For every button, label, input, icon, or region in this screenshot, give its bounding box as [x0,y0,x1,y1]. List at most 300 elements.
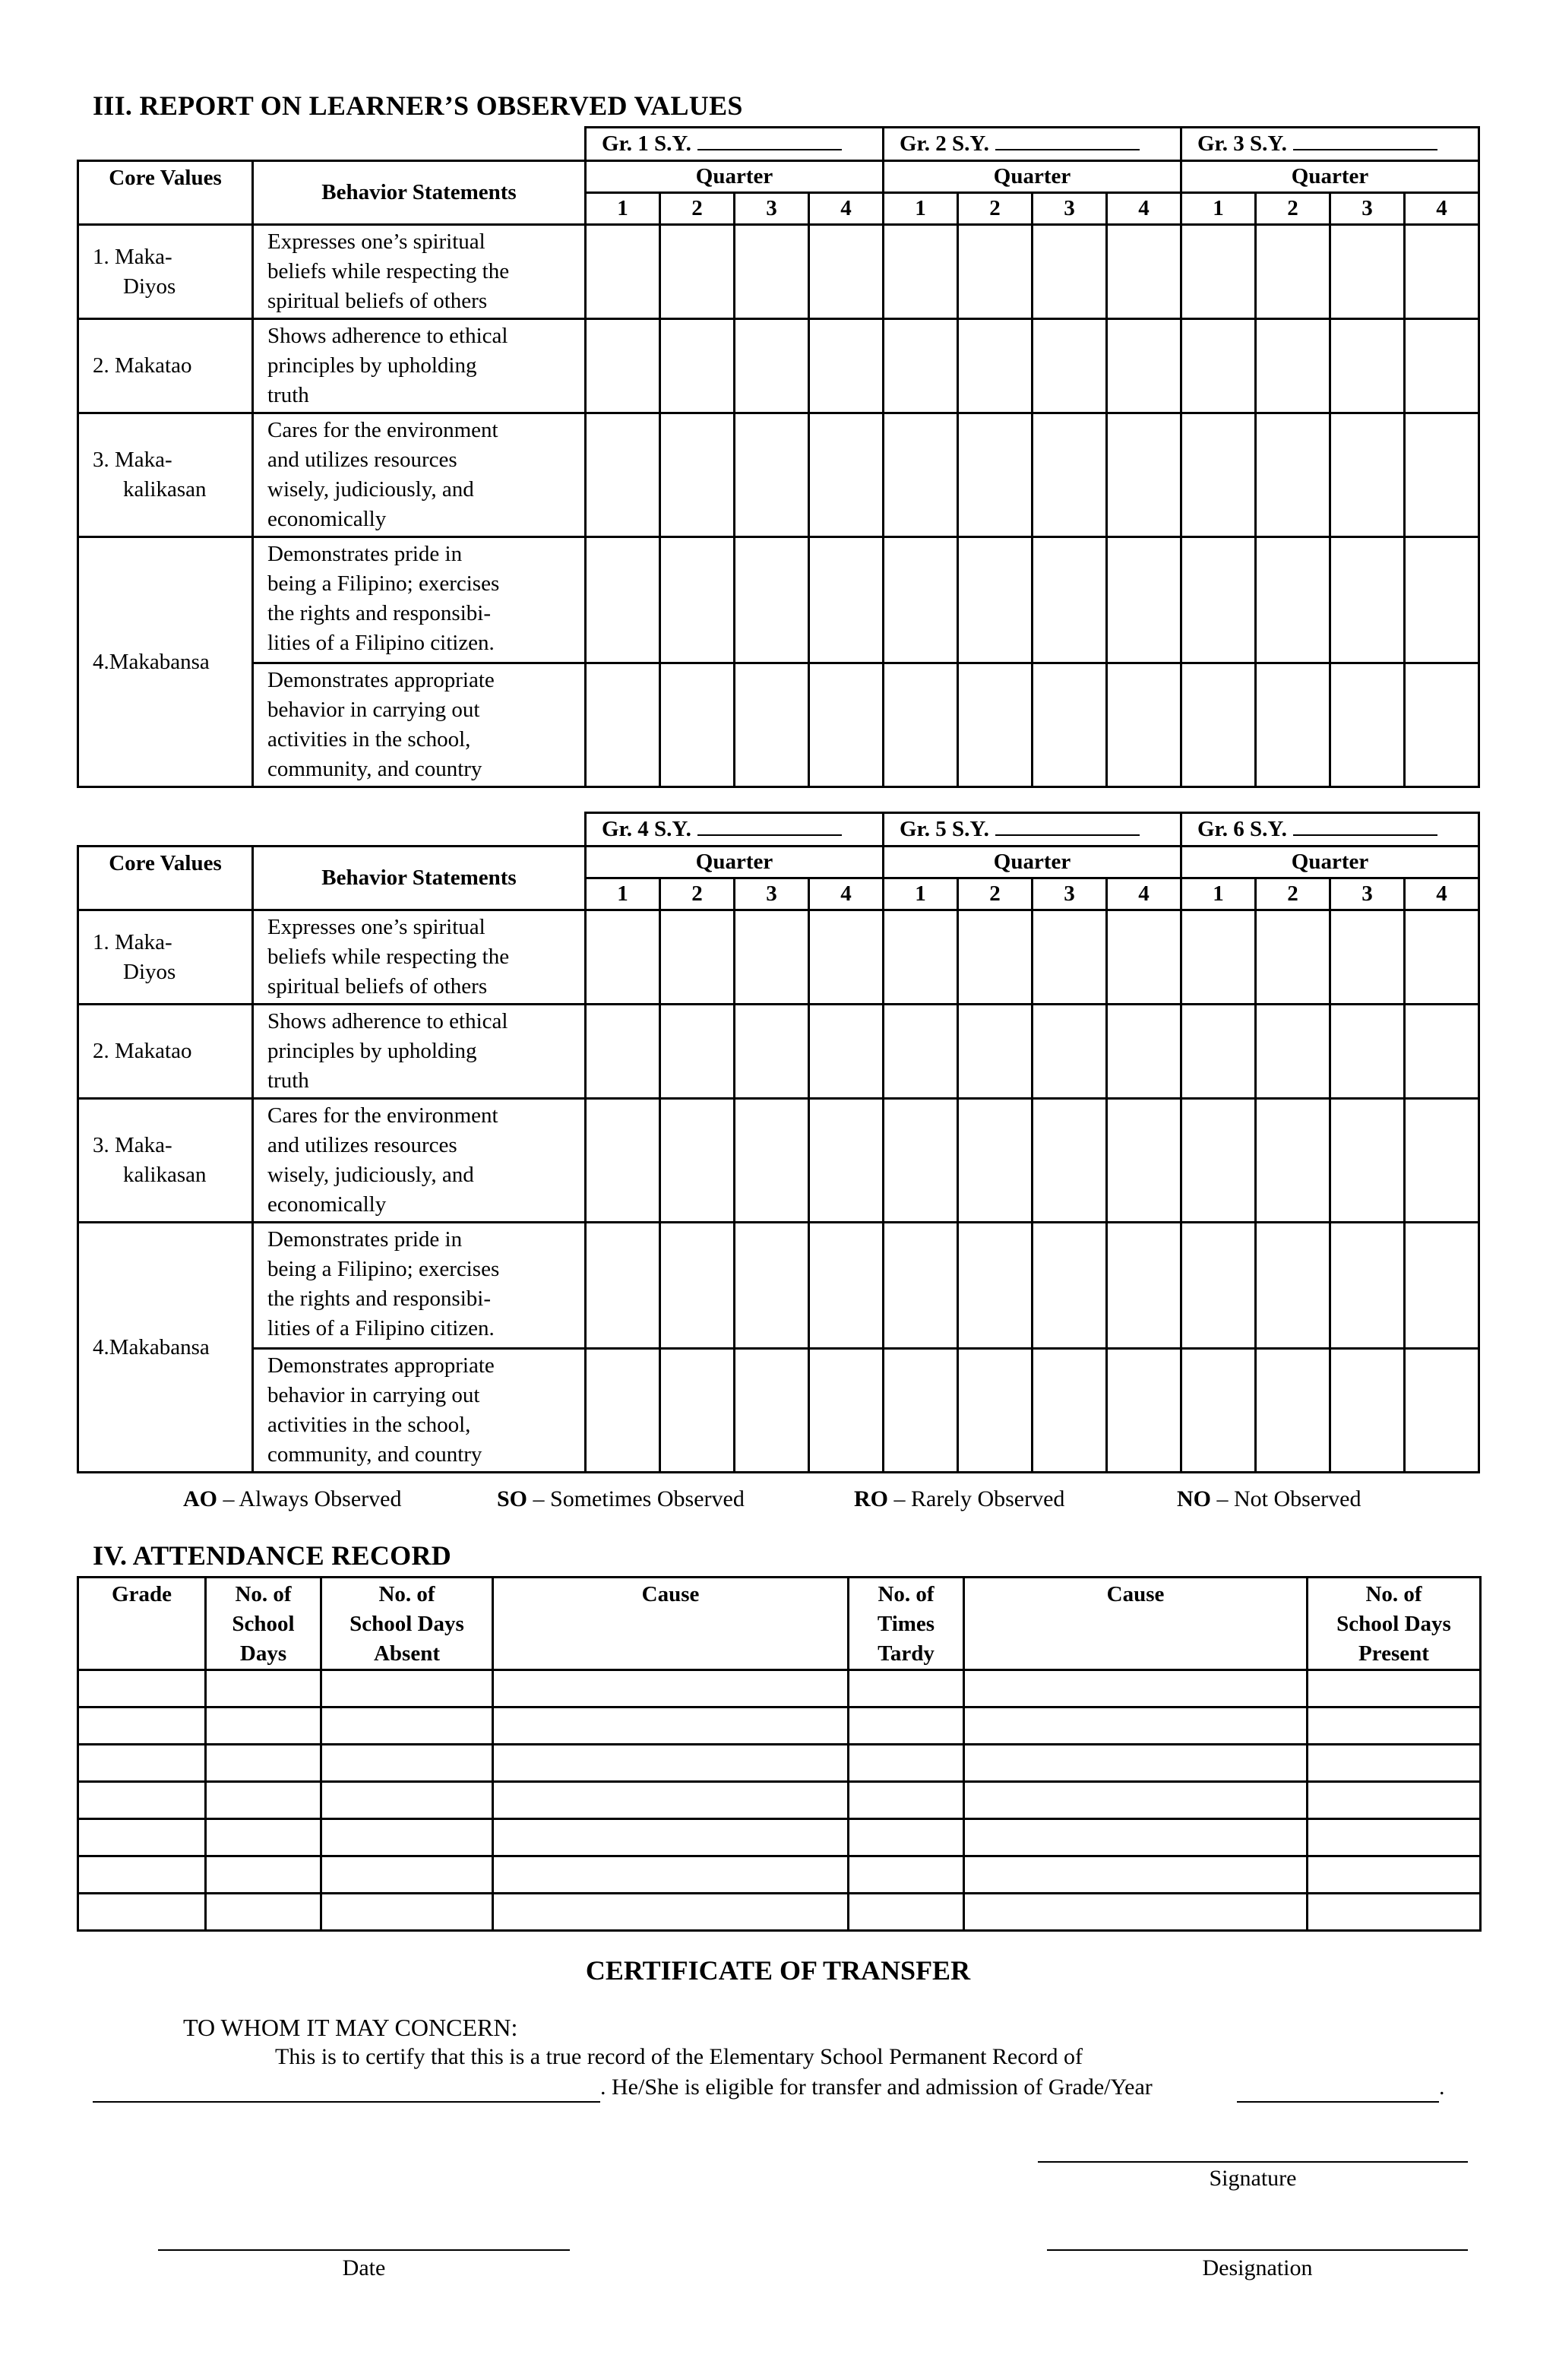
signature-label: Signature [1209,2166,1297,2191]
rating-cell[interactable] [1405,319,1479,413]
rating-cell[interactable] [884,1005,958,1099]
attendance-cell[interactable] [1308,1745,1481,1782]
quarter-header: Quarter [586,847,884,878]
core-value-cell [78,319,253,413]
section-4-title: IV. ATTENDANCE RECORD [93,1540,452,1571]
attendance-cell[interactable] [321,1894,493,1931]
rating-cell[interactable] [1405,1223,1479,1349]
rating-cell[interactable] [1107,910,1181,1005]
attendance-header-line: Grade [112,1582,172,1606]
rating-cell[interactable] [1181,537,1256,663]
rating-cell[interactable] [1330,225,1405,319]
rating-cell[interactable] [735,1005,809,1099]
rating-cell[interactable] [1405,910,1479,1005]
attendance-cell[interactable] [206,1707,321,1745]
rating-cell[interactable] [1107,537,1181,663]
quarter-header: Quarter [1181,161,1479,193]
rating-cell[interactable] [1033,663,1107,787]
attendance-cell[interactable] [321,1745,493,1782]
rating-cell[interactable] [1256,663,1330,787]
attendance-cell[interactable] [964,1670,1308,1707]
attendance-header [964,1578,1308,1670]
rating-cell[interactable] [660,1099,735,1223]
core-values-header: Core Values [78,847,253,910]
rating-cell[interactable] [735,663,809,787]
rating-cell[interactable] [958,1099,1033,1223]
behavior-line: Demonstrates appropriate [267,1353,495,1378]
quarter-number: 2 [660,193,735,225]
attendance-header-line: No. of [1365,1582,1422,1606]
behavior-statement [253,1099,586,1223]
core-value-cell [78,910,253,1005]
rating-cell[interactable] [884,537,958,663]
rating-cell[interactable] [1405,1005,1479,1099]
attendance-cell[interactable] [206,1782,321,1819]
attendance-header [78,1578,206,1670]
quarter-number: 4 [1107,878,1181,910]
attendance-cell[interactable] [78,1856,206,1894]
attendance-header [321,1578,493,1670]
school-year-blank[interactable] [697,816,842,836]
attendance-cell[interactable] [493,1782,849,1819]
core-value-cell [78,1005,253,1099]
grade-label: Gr. 1 S.Y. [602,131,691,156]
rating-cell[interactable] [1033,1349,1107,1473]
behavior-line: economically [267,1192,387,1217]
rating-cell[interactable] [1181,910,1256,1005]
attendance-cell[interactable] [321,1782,493,1819]
rating-cell[interactable] [1181,1349,1256,1473]
rating-cell[interactable] [1405,663,1479,787]
rating-cell[interactable] [958,413,1033,537]
rating-cell[interactable] [809,663,884,787]
rating-cell[interactable] [958,537,1033,663]
behavior-line: wisely, judiciously, and [267,477,474,502]
quarter-number: 2 [1256,193,1330,225]
rating-cell[interactable] [1033,319,1107,413]
attendance-header-line: No. of [235,1582,292,1606]
grade-sy-header [586,813,884,847]
rating-cell[interactable] [735,1223,809,1349]
rating-cell[interactable] [958,225,1033,319]
rating-cell[interactable] [735,910,809,1005]
rating-cell[interactable] [1256,1349,1330,1473]
quarter-number: 3 [735,878,809,910]
attendance-cell[interactable] [78,1894,206,1931]
grade-label: Gr. 4 S.Y. [602,817,691,841]
behavior-line: spiritual beliefs of others [267,974,488,999]
rating-cell[interactable] [884,1099,958,1223]
rating-cell[interactable] [586,1223,660,1349]
attendance-header [206,1578,321,1670]
behavior-line: community, and country [267,1442,482,1467]
behavior-line: Demonstrates appropriate [267,668,495,692]
attendance-cell[interactable] [78,1782,206,1819]
quarter-number: 1 [586,193,660,225]
behavior-line: truth [267,1068,309,1093]
rating-cell[interactable] [1256,1005,1330,1099]
core-value-label: 1. Maka- [93,929,172,954]
quarter-number: 1 [1181,878,1256,910]
grade-label: Gr. 2 S.Y. [900,131,989,156]
core-value-label: 4.Makabansa [93,1334,210,1359]
school-year-blank[interactable] [995,131,1140,150]
rating-cell[interactable] [586,537,660,663]
rating-cell[interactable] [1256,1099,1330,1223]
quarter-number: 1 [884,193,958,225]
behavior-line: Cares for the environment [267,1103,498,1128]
rating-cell[interactable] [1405,1099,1479,1223]
attendance-table [77,1576,1482,1932]
rating-cell[interactable] [586,319,660,413]
rating-cell[interactable] [884,413,958,537]
legend-so: SO – Sometimes Observed [497,1486,745,1511]
quarter-number: 4 [1405,193,1479,225]
attendance-cell[interactable] [493,1670,849,1707]
attendance-header-line: Absent [373,1641,440,1666]
grade-sy-header [1181,128,1479,161]
certificate-line-1: This is to certify that this is a true record of the Elementary School Permanent Record of [275,2044,1083,2069]
core-value-label: 3. Maka- [93,448,172,472]
rating-cell[interactable] [1181,319,1256,413]
behavior-statement [253,1349,586,1473]
quarter-header: Quarter [1181,847,1479,878]
core-value-label-cont: kalikasan [123,477,207,502]
core-value-label: 2. Makatao [93,353,192,378]
rating-cell[interactable] [958,1223,1033,1349]
rating-cell[interactable] [809,319,884,413]
grade-label: Gr. 5 S.Y. [900,817,989,841]
rating-cell[interactable] [1256,1223,1330,1349]
school-year-blank[interactable] [1293,816,1437,836]
attendance-cell[interactable] [849,1670,964,1707]
rating-cell[interactable] [1256,413,1330,537]
core-value-label: 4.Makabansa [93,649,210,674]
rating-cell[interactable] [1181,663,1256,787]
observed-values-table-2 [77,812,1480,1473]
behavior-line: Expresses one’s spiritual [267,229,485,254]
behavior-line: being a Filipino; exercises [267,1257,500,1281]
core-value-cell [78,1223,253,1473]
rating-cell[interactable] [660,537,735,663]
rating-cell[interactable] [1033,225,1107,319]
attendance-header-line: School Days [349,1612,464,1636]
attendance-cell[interactable] [849,1745,964,1782]
attendance-cell[interactable] [1308,1670,1481,1707]
attendance-cell[interactable] [78,1670,206,1707]
attendance-cell[interactable] [849,1856,964,1894]
rating-cell[interactable] [586,1099,660,1223]
attendance-cell[interactable] [206,1670,321,1707]
core-value-label: 2. Makatao [93,1039,192,1063]
quarter-number: 2 [660,878,735,910]
attendance-cell[interactable] [1308,1707,1481,1745]
attendance-cell[interactable] [493,1819,849,1856]
behavior-line: economically [267,507,387,531]
attendance-cell[interactable] [493,1745,849,1782]
attendance-cell[interactable] [1308,1856,1481,1894]
rating-cell[interactable] [884,319,958,413]
rating-cell[interactable] [660,1349,735,1473]
rating-cell[interactable] [1181,1223,1256,1349]
attendance-cell[interactable] [964,1782,1308,1819]
attendance-header [493,1578,849,1670]
quarter-number: 1 [586,878,660,910]
behavior-line: Expresses one’s spiritual [267,915,485,939]
rating-cell[interactable] [660,663,735,787]
rating-cell[interactable] [884,1349,958,1473]
core-value-cell [78,225,253,319]
rating-cell[interactable] [809,537,884,663]
rating-cell[interactable] [1405,537,1479,663]
rating-cell[interactable] [884,1223,958,1349]
rating-cell[interactable] [735,413,809,537]
date-line[interactable] [158,2249,570,2251]
behavior-line: Demonstrates pride in [267,1227,463,1252]
behavior-line: truth [267,383,309,407]
rating-cell[interactable] [586,225,660,319]
quarter-number: 4 [1107,193,1181,225]
behavior-line: and utilizes resources [267,1133,457,1157]
rating-cell[interactable] [1033,1099,1107,1223]
rating-cell[interactable] [809,910,884,1005]
rating-cell[interactable] [1256,537,1330,663]
rating-cell[interactable] [1330,663,1405,787]
signature-line[interactable] [1038,2161,1468,2163]
attendance-cell[interactable] [78,1745,206,1782]
rating-cell[interactable] [1405,1349,1479,1473]
behavior-line: principles by upholding [267,1039,477,1063]
rating-cell[interactable] [1256,225,1330,319]
section-3-title: III. REPORT ON LEARNER’S OBSERVED VALUES [93,90,743,121]
attendance-cell[interactable] [206,1894,321,1931]
rating-cell[interactable] [1330,413,1405,537]
attendance-header-line: Times [877,1612,935,1636]
quarter-number: 3 [735,193,809,225]
certificate-title: CERTIFICATE OF TRANSFER [585,1955,971,1986]
behavior-line: behavior in carrying out [267,1383,480,1407]
quarter-number: 2 [958,193,1033,225]
quarter-number: 1 [1181,193,1256,225]
attendance-cell[interactable] [849,1782,964,1819]
rating-cell[interactable] [586,413,660,537]
rating-cell[interactable] [1256,319,1330,413]
rating-cell[interactable] [1181,1099,1256,1223]
certificate-line-2-end: . [1439,2075,1445,2100]
rating-cell[interactable] [1107,1005,1181,1099]
attendance-header-line: Cause [1106,1582,1165,1606]
rating-cell[interactable] [809,1005,884,1099]
quarter-number: 2 [958,878,1033,910]
rating-cell[interactable] [735,1099,809,1223]
behavior-line: the rights and responsibi- [267,601,491,625]
core-value-label: 3. Maka- [93,1133,172,1157]
rating-cell[interactable] [1330,1005,1405,1099]
attendance-cell[interactable] [206,1745,321,1782]
grade-year-blank[interactable] [1237,2101,1439,2103]
attendance-cell[interactable] [964,1707,1308,1745]
date-label: Date [342,2255,386,2280]
rating-cell[interactable] [1107,225,1181,319]
behavior-line: Demonstrates pride in [267,542,463,566]
attendance-header-line: No. of [378,1582,435,1606]
attendance-cell[interactable] [1308,1782,1481,1819]
school-year-blank[interactable] [995,816,1140,836]
attendance-header-line: School Days [1336,1612,1451,1636]
quarter-number: 3 [1033,878,1107,910]
rating-cell[interactable] [660,225,735,319]
quarter-number: 4 [809,193,884,225]
behavior-line: the rights and responsibi- [267,1287,491,1311]
behavior-line: spiritual beliefs of others [267,289,488,313]
rating-cell[interactable] [660,910,735,1005]
attendance-header-line: No. of [878,1582,935,1606]
grade-sy-header [586,128,884,161]
rating-cell[interactable] [1330,319,1405,413]
attendance-cell[interactable] [78,1707,206,1745]
legend-ro: RO – Rarely Observed [854,1486,1065,1511]
quarter-number: 3 [1330,878,1405,910]
rating-cell[interactable] [1033,413,1107,537]
attendance-cell[interactable] [849,1819,964,1856]
rating-cell[interactable] [1107,1223,1181,1349]
rating-cell[interactable] [809,1099,884,1223]
rating-cell[interactable] [1107,319,1181,413]
grade-label: Gr. 3 S.Y. [1197,131,1287,156]
behavior-line: principles by upholding [267,353,477,378]
designation-label: Designation [1202,2255,1313,2280]
attendance-cell[interactable] [78,1819,206,1856]
attendance-cell[interactable] [1308,1894,1481,1931]
rating-cell[interactable] [1181,1005,1256,1099]
rating-cell[interactable] [586,910,660,1005]
school-year-blank[interactable] [1293,131,1437,150]
behavior-statements-header: Behavior Statements [253,161,586,225]
rating-cell[interactable] [1033,537,1107,663]
rating-cell[interactable] [1033,910,1107,1005]
rating-cell[interactable] [1033,1005,1107,1099]
rating-cell[interactable] [1107,1349,1181,1473]
rating-cell[interactable] [884,663,958,787]
rating-cell[interactable] [809,413,884,537]
rating-cell[interactable] [1330,1349,1405,1473]
rating-cell[interactable] [735,319,809,413]
rating-cell[interactable] [1107,413,1181,537]
rating-cell[interactable] [735,537,809,663]
observed-values-table-1 [77,126,1480,788]
attendance-cell[interactable] [849,1707,964,1745]
quarter-number: 3 [1330,193,1405,225]
behavior-statement [253,537,586,663]
attendance-cell[interactable] [321,1670,493,1707]
attendance-cell[interactable] [1308,1819,1481,1856]
behavior-statements-header: Behavior Statements [253,847,586,910]
behavior-statement [253,413,586,537]
behavior-line: and utilizes resources [267,448,457,472]
rating-cell[interactable] [1405,225,1479,319]
rating-cell[interactable] [884,225,958,319]
rating-cell[interactable] [1107,663,1181,787]
rating-cell[interactable] [660,413,735,537]
salutation: TO WHOM IT MAY CONCERN: [183,2014,518,2041]
rating-cell[interactable] [809,1349,884,1473]
legend-ao: AO – Always Observed [183,1486,402,1511]
rating-cell[interactable] [958,910,1033,1005]
behavior-statement [253,663,586,787]
rating-cell[interactable] [809,225,884,319]
behavior-statement [253,910,586,1005]
rating-cell[interactable] [958,319,1033,413]
rating-cell[interactable] [586,1005,660,1099]
rating-cell[interactable] [1181,413,1256,537]
rating-cell[interactable] [660,1223,735,1349]
grade-sy-header [884,128,1181,161]
core-value-cell [78,1099,253,1223]
student-name-blank[interactable] [93,2101,600,2103]
rating-cell[interactable] [1330,537,1405,663]
behavior-line: being a Filipino; exercises [267,571,500,596]
rating-cell[interactable] [958,1005,1033,1099]
rating-cell[interactable] [1330,1223,1405,1349]
rating-cell[interactable] [735,225,809,319]
attendance-header-line: Tardy [878,1641,935,1666]
attendance-cell[interactable] [964,1856,1308,1894]
attendance-cell[interactable] [493,1894,849,1931]
attendance-cell[interactable] [321,1856,493,1894]
designation-line[interactable] [1047,2249,1468,2251]
attendance-cell[interactable] [321,1819,493,1856]
attendance-cell[interactable] [964,1819,1308,1856]
rating-cell[interactable] [958,1349,1033,1473]
core-value-label-cont: Diyos [123,274,176,299]
rating-cell[interactable] [958,663,1033,787]
behavior-line: lities of a Filipino citizen. [267,631,495,655]
core-value-cell [78,537,253,787]
attendance-cell[interactable] [964,1894,1308,1931]
rating-cell[interactable] [1330,910,1405,1005]
attendance-cell[interactable] [493,1856,849,1894]
attendance-cell[interactable] [849,1894,964,1931]
school-year-blank[interactable] [697,131,842,150]
rating-cell[interactable] [809,1223,884,1349]
attendance-cell[interactable] [206,1856,321,1894]
rating-cell[interactable] [586,1349,660,1473]
rating-cell[interactable] [884,910,958,1005]
quarter-number: 2 [1256,878,1330,910]
rating-cell[interactable] [735,1349,809,1473]
core-value-cell [78,413,253,537]
core-value-label-cont: Diyos [123,959,176,984]
behavior-line: Shows adherence to ethical [267,324,508,348]
rating-cell[interactable] [1181,225,1256,319]
rating-cell[interactable] [660,319,735,413]
rating-cell[interactable] [586,663,660,787]
attendance-cell[interactable] [493,1707,849,1745]
attendance-cell[interactable] [321,1707,493,1745]
certificate-line-2: . He/She is eligible for transfer and admission of Grade/Year [600,2075,1153,2100]
attendance-cell[interactable] [206,1819,321,1856]
attendance-cell[interactable] [964,1745,1308,1782]
behavior-line: beliefs while respecting the [267,945,510,969]
rating-cell[interactable] [1107,1099,1181,1223]
core-values-header: Core Values [78,161,253,225]
rating-cell[interactable] [1256,910,1330,1005]
rating-cell[interactable] [1033,1223,1107,1349]
rating-cell[interactable] [1405,413,1479,537]
rating-cell[interactable] [660,1005,735,1099]
rating-cell[interactable] [1330,1099,1405,1223]
behavior-line: wisely, judiciously, and [267,1163,474,1187]
